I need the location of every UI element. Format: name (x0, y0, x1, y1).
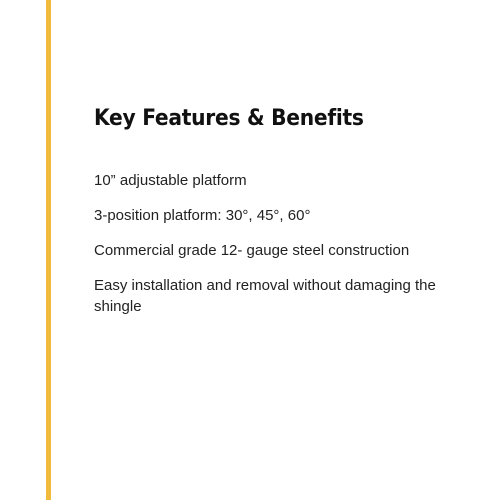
feature-item: Commercial grade 12- gauge steel construction (94, 242, 410, 259)
feature-item: Easy installation and removal without damaging the shingle (94, 277, 436, 315)
page-title: Key Features & Benefits (94, 106, 364, 131)
content (94, 104, 474, 331)
feature-list (94, 170, 474, 317)
accent-bar (46, 0, 51, 500)
feature-item: 3-position platform: 30°, 45°, 60° (94, 207, 311, 224)
feature-item: 10” adjustable platform (94, 172, 247, 189)
